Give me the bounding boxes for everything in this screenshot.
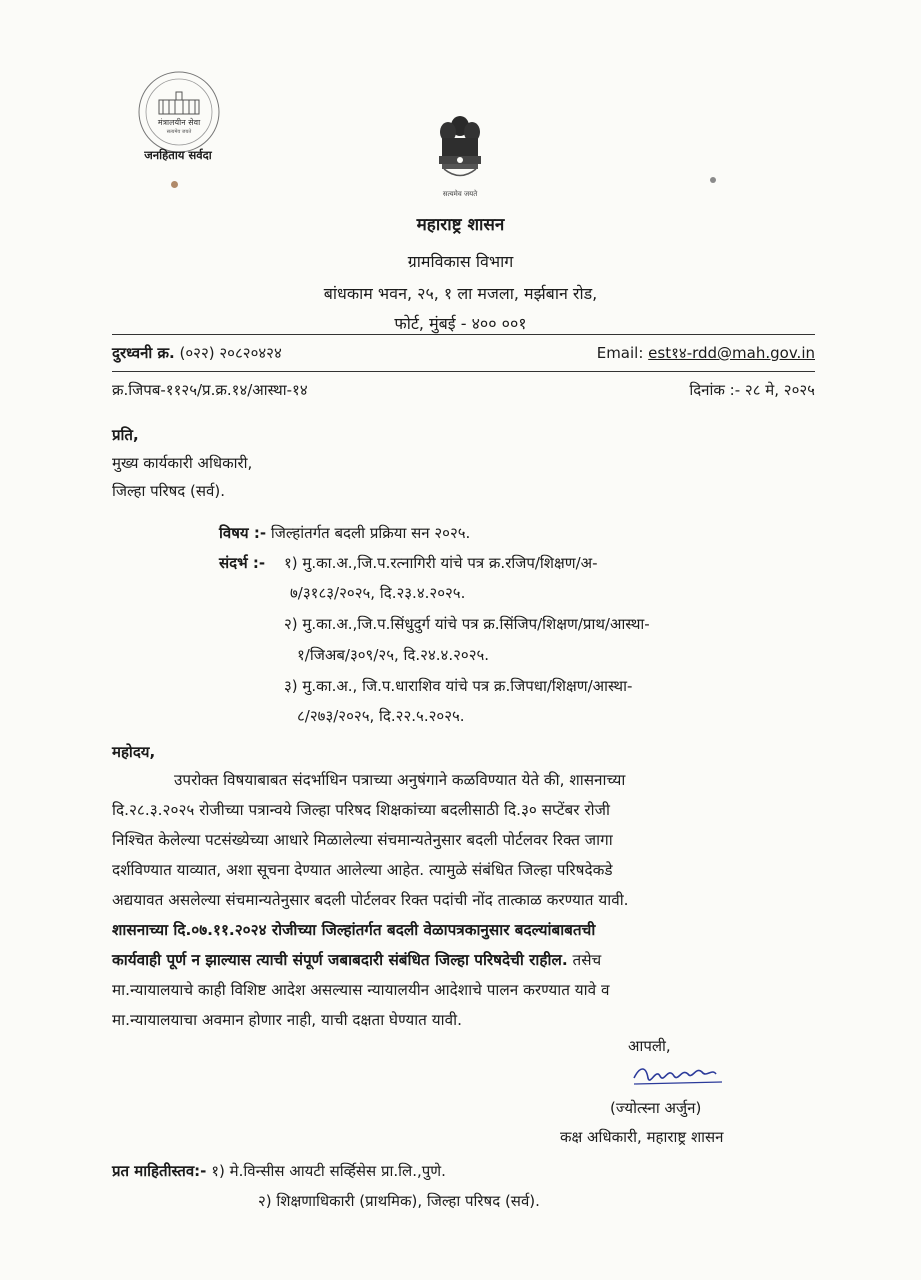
email-address[interactable]: est१४-rdd@mah.gov.in: [648, 344, 815, 362]
email-block: [500, 343, 815, 363]
body-mixed-line: [112, 945, 815, 975]
signatory-name: (ज्योत्स्ना अर्जुन): [610, 1099, 702, 1117]
paper-speck: [710, 177, 716, 183]
subject-label: विषय :-: [219, 524, 267, 542]
body-line: दि.२८.३.२०२५ रोजीच्या पत्रान्वये जिल्हा परिषद शिक्षकांच्या बदलीसाठी दि.३० सप्टेंबर रोजी: [112, 801, 610, 819]
body-bold-line: शासनाच्या दि.०७.११.२०२४ रोजीच्या जिल्हांतर्गत बदली वेळापत्रकानुसार बदल्यांबाबतची: [112, 921, 596, 939]
left-seal-caption: जनहिताय सर्वदा: [144, 148, 212, 162]
contact-divider: [112, 371, 815, 372]
reference-item-1-line-1: १) मु.का.अ.,जि.प.रत्नागिरी यांचे पत्र क्र.रजिप/शिक्षण/अ-: [284, 554, 598, 572]
reference-item-3-line-1: ३) मु.का.अ., जि.प.धाराशिव यांचे पत्र क्र.जिपधा/शिक्षण/आस्था-: [284, 677, 633, 695]
body-line: अद्ययावत असलेल्या संचमान्यतेनुसार बदली पोर्टलवर रिक्त पदांची नोंद तात्काळ करण्यात यावी.: [112, 891, 629, 909]
copy-block: [112, 1161, 446, 1181]
phone-number: (०२२) २०८२०४२४: [174, 344, 282, 362]
body-line: मा.न्यायालयाचा अवमान होणार नाही, याची दक्षता घेण्यात यावी.: [112, 1011, 462, 1029]
copy-item-1: १) मे.विन्सीस आयटी सर्व्हिसेस प्रा.लि.,पुणे.: [211, 1162, 446, 1180]
reference-item-3-line-2: ८/२७३/२०२५, दि.२२.५.२०२५.: [297, 707, 465, 725]
recipient-to: प्रति,: [112, 426, 139, 444]
state-emblem-icon: [430, 112, 490, 188]
letter-date: दिनांक :- २८ मे, २०२५: [689, 381, 815, 399]
salutation: महोदय,: [112, 743, 156, 761]
reference-number: क्र.जिपब-११२५/प्र.क्र.१४/आस्था-१४: [112, 381, 308, 399]
left-seal-logo: [137, 70, 221, 154]
address-line-2: फोर्ट, मुंबई - ४०० ००१: [394, 314, 527, 333]
body-bold-line: कार्यवाही पूर्ण न झाल्यास त्याची संपूर्ण जबाबदारी संबंधित जिल्हा परिषदेची राहील.: [112, 951, 568, 969]
address-line-1: बांधकाम भवन, २५, १ ला मजला, मर्झबान रोड,: [323, 284, 598, 303]
paper-speck: [171, 181, 178, 188]
copy-label: प्रत माहितीस्तव:-: [112, 1162, 207, 1180]
recipient-line-2: जिल्हा परिषद (सर्व).: [112, 482, 225, 500]
subject: [219, 523, 470, 543]
body-line: मा.न्यायालयाचे काही विशिष्ट आदेश असल्यास न्यायालयीन आदेशाचे पालन करण्यात यावे व: [112, 981, 610, 999]
emblem-motto: सत्यमेव जयते: [442, 190, 478, 198]
header-divider: [112, 334, 815, 335]
department-name: ग्रामविकास विभाग: [407, 252, 514, 271]
phone-label: दुरध्वनी क्र.: [112, 344, 175, 362]
government-title: महाराष्ट्र शासन: [416, 215, 505, 235]
body-line: उपरोक्त विषयाबाबत संदर्भाधिन पत्राच्या अनुषंगाने कळविण्यात येते की, शासनाच्या: [174, 771, 626, 789]
recipient-line-1: मुख्य कार्यकारी अधिकारी,: [112, 454, 253, 472]
reference-item-2-line-1: २) मु.का.अ.,जि.प.सिंधुदुर्ग यांचे पत्र क्र.सिंजिप/शिक्षण/प्राथ/आस्था-: [284, 615, 650, 633]
closing: आपली,: [628, 1037, 671, 1055]
copy-item-2: २) शिक्षणाधिकारी (प्राथमिक), जिल्हा परिषद (सर्व).: [258, 1192, 540, 1210]
reference-item-1-line-2: ७/३१८३/२०२५, दि.२३.४.२०२५.: [290, 584, 466, 602]
body-line: निश्चित केलेल्या पटसंख्येच्या आधारे मिळालेल्या संचमान्यतेनुसार बदली पोर्टलवर रिक्त जागा: [112, 831, 613, 849]
left-seal-subtext: सत्यमेव जयते: [166, 129, 192, 135]
reference-item-2-line-2: १/जिअब/३०९/२५, दि.२४.४.२०२५.: [297, 646, 490, 664]
body-line: दर्शविण्यात याव्यात, अशा सूचना देण्यात आलेल्या आहेत. त्यामुळे संबंधित जिल्हा परिषदेकडे: [112, 861, 613, 879]
signature-image: [630, 1058, 740, 1088]
phone-block: [112, 343, 282, 363]
references-label: संदर्भ :-: [219, 554, 266, 572]
body-tail-first: तसेच: [572, 951, 602, 969]
subject-text: जिल्हांतर्गत बदली प्रक्रिया सन २०२५.: [270, 524, 471, 542]
signatory-designation: कक्ष अधिकारी, महाराष्ट्र शासन: [560, 1128, 724, 1146]
email-label: Email:: [596, 344, 649, 362]
body-paragraph: [112, 765, 815, 1035]
left-seal-text: मंत्रालयीन सेवा: [157, 118, 201, 127]
